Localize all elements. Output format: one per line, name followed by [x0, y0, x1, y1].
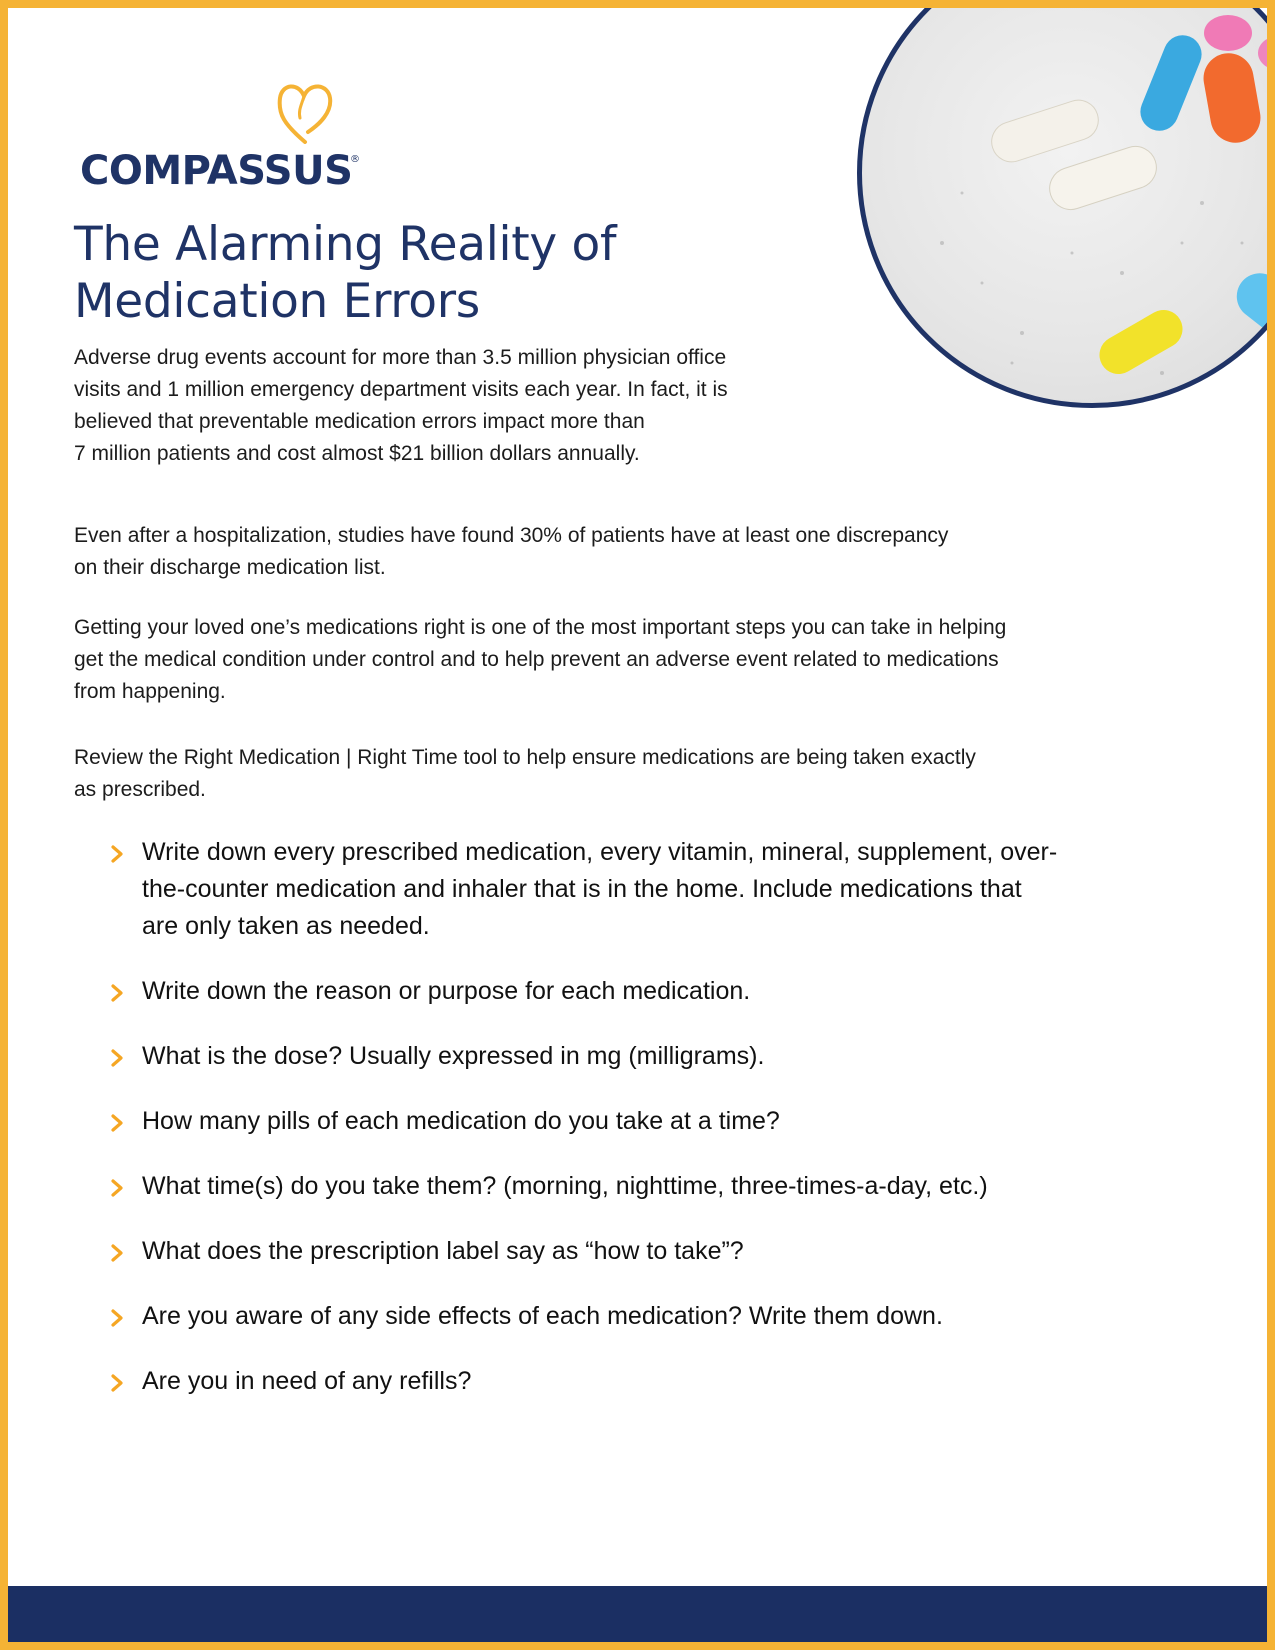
list-item-text: How many pills of each medication do you take at a time?	[142, 1107, 780, 1135]
paragraph-line: visits and 1 million emergency department visits each year. In fact, it is	[74, 378, 728, 401]
list-item	[112, 973, 1192, 1010]
title-line: Medication Errors	[74, 274, 480, 329]
list-item	[112, 1168, 1192, 1205]
registered-mark: ®	[350, 154, 360, 165]
chevron-right-icon	[110, 1244, 124, 1262]
heart-icon	[274, 78, 336, 144]
list-item	[112, 1038, 1192, 1075]
paragraph-line: from happening.	[74, 680, 226, 703]
paragraph-line: as prescribed.	[74, 778, 206, 801]
list-item-text: What time(s) do you take them? (morning, nighttime, three-times-a-day, etc.)	[142, 1172, 988, 1200]
speckles	[940, 192, 1244, 376]
importance-paragraph	[74, 612, 1006, 708]
list-item-text: the-counter medication and inhaler that is in the home. Include medications that	[142, 875, 1022, 903]
chevron-right-icon	[110, 1114, 124, 1132]
compassus-logo	[74, 78, 374, 198]
list-item-text: are only taken as needed.	[142, 912, 430, 940]
paragraph-line: 7 million patients and cost almost $21 billion dollars annually.	[74, 442, 640, 465]
list-item	[112, 1363, 1192, 1400]
footer-bar	[8, 1586, 1267, 1642]
list-item-text: What is the dose? Usually expressed in mg (milligrams).	[142, 1042, 765, 1070]
list-item	[112, 834, 1192, 945]
paragraph-line: get the medical condition under control and to help prevent an adverse event related to medications	[74, 648, 999, 671]
pills-illustration	[862, 0, 1275, 403]
paragraph-line: on their discharge medication list.	[74, 556, 386, 579]
pills-photo	[857, 0, 1275, 408]
pill-white-2	[1044, 141, 1162, 215]
pill-pink-2	[1258, 35, 1275, 71]
chevron-right-icon	[110, 845, 124, 863]
pill-pink-1	[1204, 15, 1252, 51]
chevron-right-icon	[110, 1179, 124, 1197]
paragraph-line: Getting your loved one’s medications right is one of the most important steps you can take in helping	[74, 616, 1007, 639]
chevron-right-icon	[110, 1049, 124, 1067]
intro-paragraph	[74, 342, 728, 470]
page-title	[74, 216, 774, 330]
pill-white-1	[987, 95, 1104, 167]
chevron-right-icon	[110, 984, 124, 1002]
chevron-right-icon	[110, 1374, 124, 1392]
pill-yellow	[1093, 303, 1190, 381]
list-item-text: Are you aware of any side effects of each medication? Write them down.	[142, 1302, 943, 1330]
list-item	[112, 1233, 1192, 1270]
review-paragraph	[74, 742, 976, 806]
list-item-text: Are you in need of any refills?	[142, 1367, 472, 1395]
chevron-right-icon	[110, 1309, 124, 1327]
brand-wordmark: COMPASSUS	[80, 148, 353, 194]
list-item-text: Write down the reason or purpose for each medication.	[142, 977, 751, 1005]
pill-orange	[1200, 49, 1265, 146]
pill-blue-1	[1135, 30, 1208, 137]
list-item-text: Write down every prescribed medication, every vitamin, mineral, supplement, over-	[142, 838, 1058, 866]
list-item	[112, 1103, 1192, 1140]
paragraph-line: believed that preventable medication errors impact more than	[74, 410, 645, 433]
list-item	[112, 1298, 1192, 1335]
paragraph-line: Adverse drug events account for more than 3.5 million physician office	[74, 346, 727, 369]
hospitalization-paragraph	[74, 520, 948, 584]
checklist	[112, 834, 1192, 1400]
title-line: The Alarming Reality of	[74, 217, 617, 272]
list-item-text: What does the prescription label say as “how to take”?	[142, 1237, 744, 1265]
paragraph-line: Even after a hospitalization, studies have found 30% of patients have at least one discrepancy	[74, 524, 949, 547]
pill-blue-2	[1227, 264, 1275, 368]
paragraph-line: Review the Right Medication | Right Time tool to help ensure medications are being taken exactly	[74, 746, 976, 769]
